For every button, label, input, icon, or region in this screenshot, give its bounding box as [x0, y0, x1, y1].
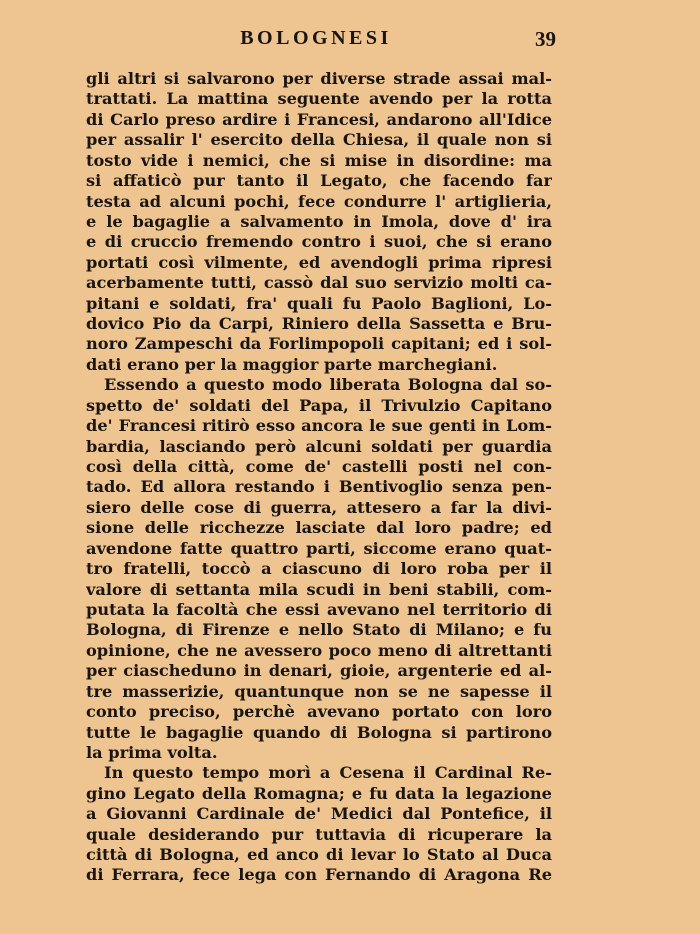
text-line: così della città, come de' castelli posti nel con- — [86, 457, 552, 477]
text-line: avendone fatte quattro parti, siccome erano quat- — [86, 538, 552, 558]
text-line: de' Francesi ritirò esso ancora le sue genti in Lom- — [86, 416, 552, 436]
text-line: si affaticò pur tanto il Legato, che facendo far — [86, 171, 552, 191]
text-line: tutte le bagaglie quando di Bologna si partirono — [86, 722, 552, 742]
text-line: tre masserizie, quantunque non se ne sapesse il — [86, 681, 552, 701]
text-line: noro Zampeschi da Forlimpopoli capitani; ed i sol- — [86, 334, 552, 354]
text-line: testa ad alcuni pochi, fece condurre l' artiglieria, — [86, 191, 552, 211]
text-line: tro fratelli, toccò a ciascuno di loro roba per il — [86, 559, 552, 579]
text-line: spetto de' soldati del Papa, il Trivulzio Capitano — [86, 395, 552, 415]
text-line: tado. Ed allora restando i Bentivoglio senza pen- — [86, 477, 552, 497]
page-header — [86, 27, 556, 53]
text-line: acerbamente tutti, cassò dal suo servizio molti ca- — [86, 273, 552, 293]
text-line: di Ferrara, fece lega con Fernando di Aragona Re — [86, 865, 552, 885]
paragraph-start-line: In questo tempo morì a Cesena il Cardinal Re- — [104, 763, 552, 783]
text-line: tosto vide i nemici, che si mise in disordine: ma — [86, 150, 552, 170]
text-line: dati erano per la maggior parte marchegiani. — [86, 354, 498, 374]
text-line: dovico Pio da Carpi, Riniero della Sassetta e Bru- — [86, 314, 552, 334]
text-line: opinione, che ne avessero poco meno di altrettanti — [86, 640, 552, 660]
body-text — [86, 69, 552, 886]
text-line: bardia, lasciando però alcuni soldati per guardia — [86, 436, 552, 456]
text-line: pitani e soldati, fra' quali fu Paolo Baglioni, Lo- — [86, 293, 552, 313]
text-line: conto preciso, perchè avevano portato con loro — [86, 702, 552, 722]
text-line: di Carlo preso ardire i Francesi, andarono all'Idice — [86, 109, 552, 129]
text-line: gli altri si salvarono per diverse strade assai mal- — [86, 69, 552, 88]
text-line: a Giovanni Cardinale de' Medici dal Pontefice, il — [86, 804, 552, 824]
page-number: 39 — [535, 27, 556, 51]
text-line: trattati. La mattina seguente avendo per la rotta — [86, 89, 552, 109]
text-line: e di cruccio fremendo contro i suoi, che si erano — [86, 232, 552, 252]
paragraph-start-line: Essendo a questo modo liberata Bologna dal so- — [104, 375, 552, 395]
text-line: per ciascheduno in denari, gioie, argenterie ed al- — [86, 661, 552, 681]
text-line: per assalir l' esercito della Chiesa, il quale non si — [86, 130, 552, 150]
text-line: Bologna, di Firenze e nello Stato di Milano; e fu — [86, 620, 552, 640]
text-line: e le bagaglie a salvamento in Imola, dove d' ira — [86, 211, 552, 231]
text-line: valore di settanta mila scudi in beni stabili, com- — [86, 579, 552, 599]
text-line: siero delle cose di guerra, attesero a far la divi- — [86, 497, 552, 517]
running-head: BOLOGNESI — [240, 27, 392, 49]
text-line: sione delle ricchezze lasciate dal loro padre; ed — [86, 518, 552, 538]
text-line: quale desiderando pur tuttavia di ricuperare la — [86, 824, 552, 844]
text-line: portati così vilmente, ed avendogli prima ripresi — [86, 252, 552, 272]
text-line: la prima volta. — [86, 742, 218, 762]
text-line: putata la facoltà che essi avevano nel territorio di — [86, 599, 552, 619]
text-line: città di Bologna, ed anco di levar lo Stato al Duca — [86, 845, 552, 865]
text-line: gino Legato della Romagna; e fu data la legazione — [86, 783, 552, 803]
